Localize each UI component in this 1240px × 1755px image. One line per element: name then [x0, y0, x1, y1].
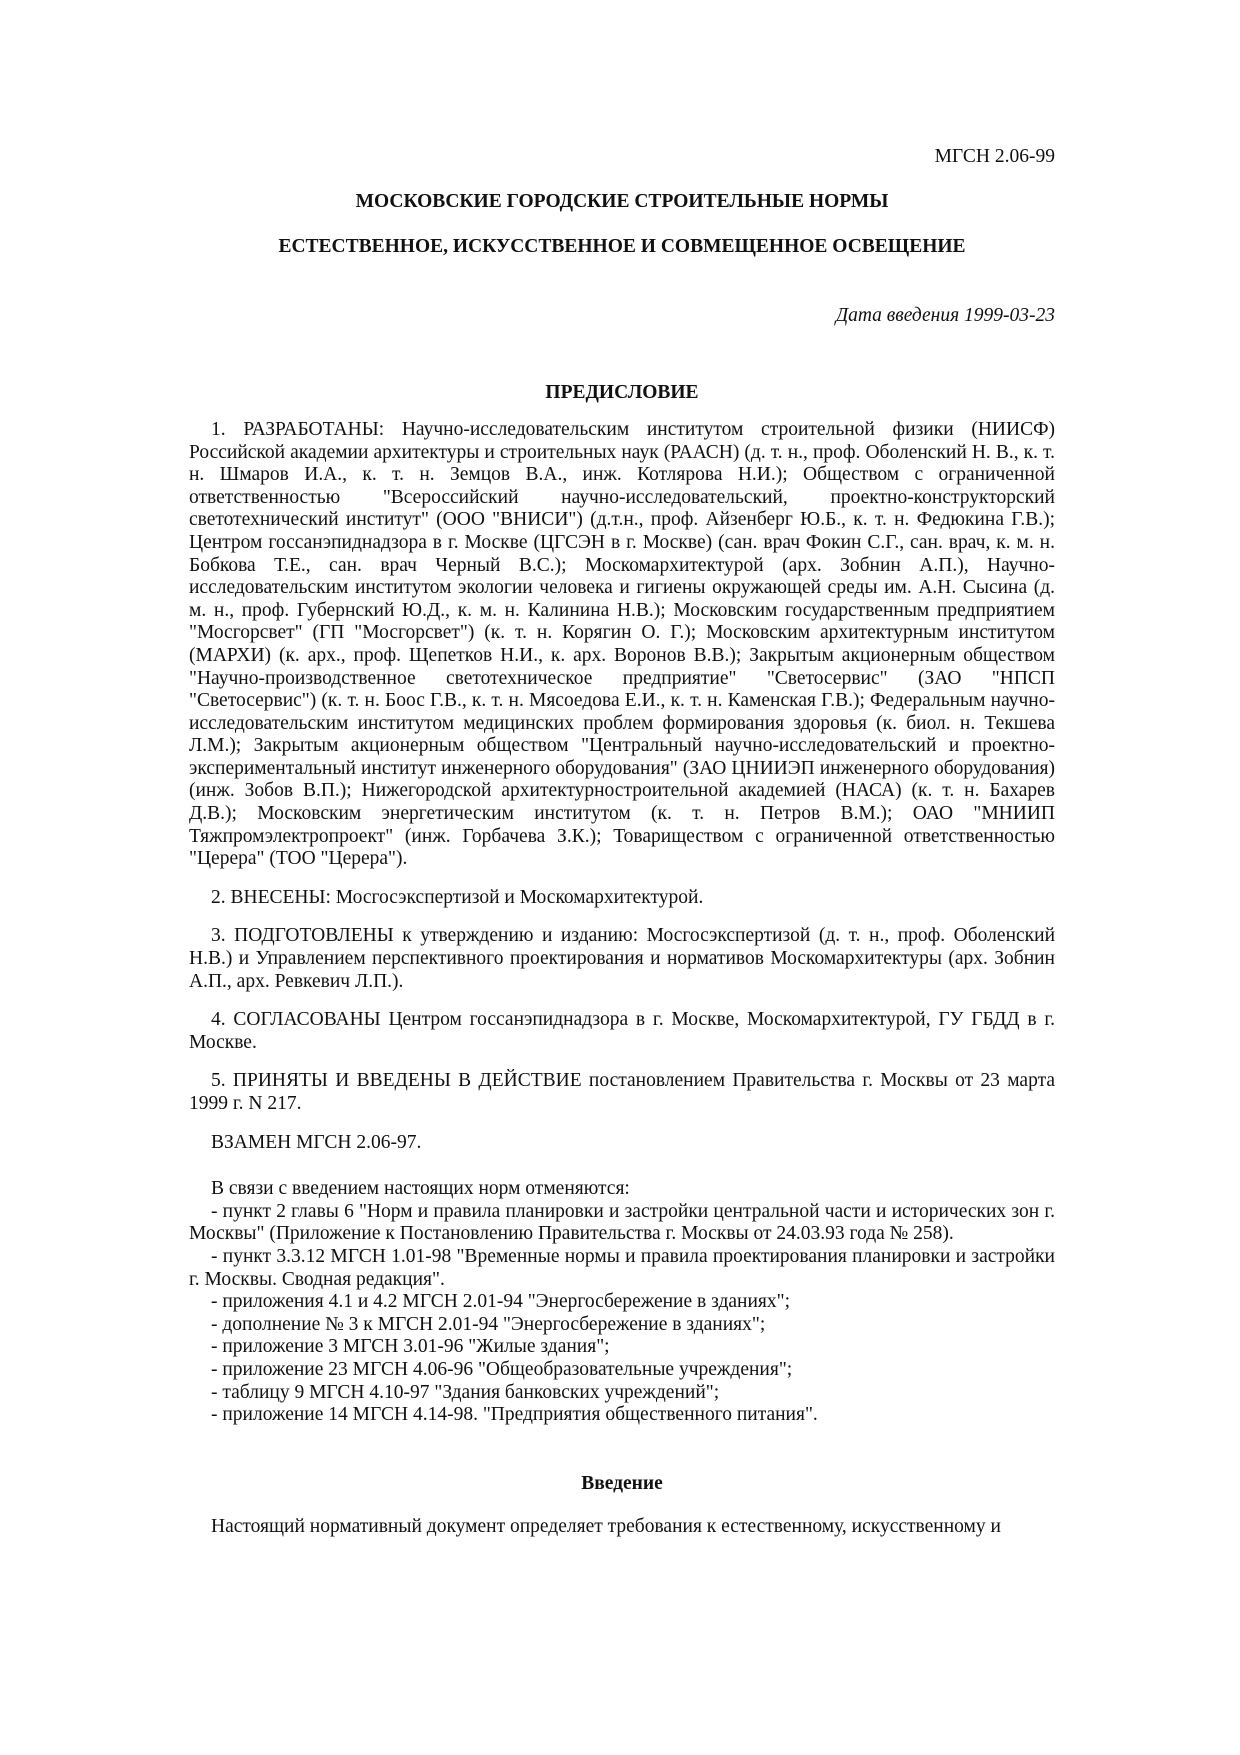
foreword-item-agreed: 4. СОГЛАСОВАНЫ Центром госсанэпиднадзора в г. Москве, Москомархитектурой, ГУ ГБДД в г. Москве.	[189, 1009, 1055, 1053]
foreword-item-replaces: ВЗАМЕН МГСН 2.06-97.	[211, 1131, 422, 1153]
foreword-item-adopted: 5. ПРИНЯТЫ И ВВЕДЕНЫ В ДЕЙСТВИЕ постановлением Правительства г. Москвы от 23 марта 1999 г. N 217.	[189, 1070, 1055, 1114]
document-title-sub: ЕСТЕСТВЕННОЕ, ИСКУССТВЕННОЕ И СОВМЕЩЕННОЕ ОСВЕЩЕНИЕ	[278, 236, 966, 258]
document-code: МГСН 2.06-99	[934, 146, 1055, 167]
repeal-list-item: - приложение 14 МГСН 4.14-98. "Предприятия общественного питания".	[211, 1404, 818, 1426]
repeal-list-item: - приложение 23 МГСН 4.06-96 "Общеобразовательные учреждения";	[211, 1358, 793, 1380]
repeal-list-item: - пункт 3.3.12 МГСН 1.01-98 "Временные нормы и правила проектирования планировки и застройки г. Москвы. Сводная редакция".	[189, 1245, 1055, 1290]
repeal-intro: В связи с введением настоящих норм отменяются:	[211, 1178, 630, 1200]
document-title-main: МОСКОВСКИЕ ГОРОДСКИЕ СТРОИТЕЛЬНЫЕ НОРМЫ	[355, 190, 889, 212]
document-page	[189, 146, 1055, 1539]
repeal-list-item: - приложение 3 МГСН 3.01-96 "Жилые здания";	[211, 1336, 610, 1358]
repeal-list-item: - дополнение № 3 к МГСН 2.01-94 "Энергосбережение в зданиях";	[211, 1313, 766, 1335]
effective-date: Дата введения 1999-03-23	[835, 304, 1055, 326]
repeal-list-item: - таблицу 9 МГСН 4.10-97 "Здания банковских учреждений";	[211, 1381, 720, 1403]
repeal-list-item: - приложения 4.1 и 4.2 МГСН 2.01-94 "Энергосбережение в зданиях";	[211, 1291, 790, 1313]
repeal-list-item: - пункт 2 главы 6 "Норм и правила планировки и застройки центральной части и исторических зон г. Москвы" (Приложение к Постановлению Правительства г. Москвы от 24.03.93 года № 258).	[189, 1200, 1055, 1245]
foreword-item-prepared: 3. ПОДГОТОВЛЕНЫ к утверждению и изданию: Мосгосэкспертизой (д. т. н., проф. Оболенский Н.В.) и Управлением перспективного проектирования и нормативов Москомархитектуры (арх. Зобнин А.П., арх. Ревкевич Л.П.).	[189, 925, 1055, 992]
foreword-heading: ПРЕДИСЛОВИЕ	[545, 382, 699, 404]
introduction-heading: Введение	[581, 1472, 663, 1494]
foreword-item-developed: 1. РАЗРАБОТАНЫ: Научно-исследовательским институтом строительной физики (НИИСФ) Российской академии архитектуры и строительных наук (РААСН) (д. т. н., проф. Оболенский Н. В., к. т. н. Шмаров И.А., к. т. н. Земцов В.А., инж. Котлярова Н.И.); Обществом с ограниченной ответственностью "Всероссийский научно-исследовательский, проектно-конструкторский светотехнический институт" (ООО "ВНИСИ") (д.т.н., проф. Айзенберг Ю.Б., к. т. н. Федюкина Г.В.); Центром госсанэпиднадзора в г. Москве (ЦГСЭН в г. Москве) (сан. врач Фокин С.Г., сан. врач, к. м. н. Бобкова Т.Е., сан. врач Черный В.С.); Москомархитектурой (арх. Зобнин А.П.), Научно-исследовательским институтом экологии человека и гигиены окружающей среды им. А.Н. Сысина (д. м. н., проф. Губернский Ю.Д., к. м. н. Калинина Н.В.); Московским государственным предприятием "Мосгорсвет" (ГП "Мосгорсвет") (к. т. н. Корягин О. Г.); Московским архитектурным институтом (МАРХИ) (к. арх., проф. Щепетков Н.И., к. арх. Воронов В.В.); Закрытым акционерным обществом "Научно-производственное светотехническое предприятие" "Светосервис" (ЗАО "НПСП "Светосервис") (к. т. н. Боос Г.В., к. т. н. Мясоедова Е.И., к. т. н. Каменская Г.В.); Федеральным научно-исследовательским институтом медицинских проблем формирования здоровья (к. биол. н. Текшева Л.М.); Закрытым акционерным обществом "Центральный научно-исследовательский и проектно-экспериментальный институт инженерного оборудования" (ЗАО ЦНИИЭП инженерного оборудования) (инж. Зобов В.П.); Нижегородской архитектурностроительной академией (НАСА) (к. т. н. Бахарев Д.В.); Московским энергетическим институтом (к. т. н. Петров В.М.); ОАО "МНИИП Тяжпромэлектропроект" (инж. Горбачева З.К.); Товариществом с ограниченной ответственностью "Церера" (ТОО "Церера").	[189, 418, 1055, 870]
foreword-item-submitted: 2. ВНЕСЕНЫ: Мосгосэкспертизой и Москомархитектурой.	[211, 886, 704, 908]
introduction-text: Настоящий нормативный документ определяет требования к естественному, искусственному и	[211, 1516, 1001, 1538]
repeal-list	[189, 1201, 1055, 1427]
